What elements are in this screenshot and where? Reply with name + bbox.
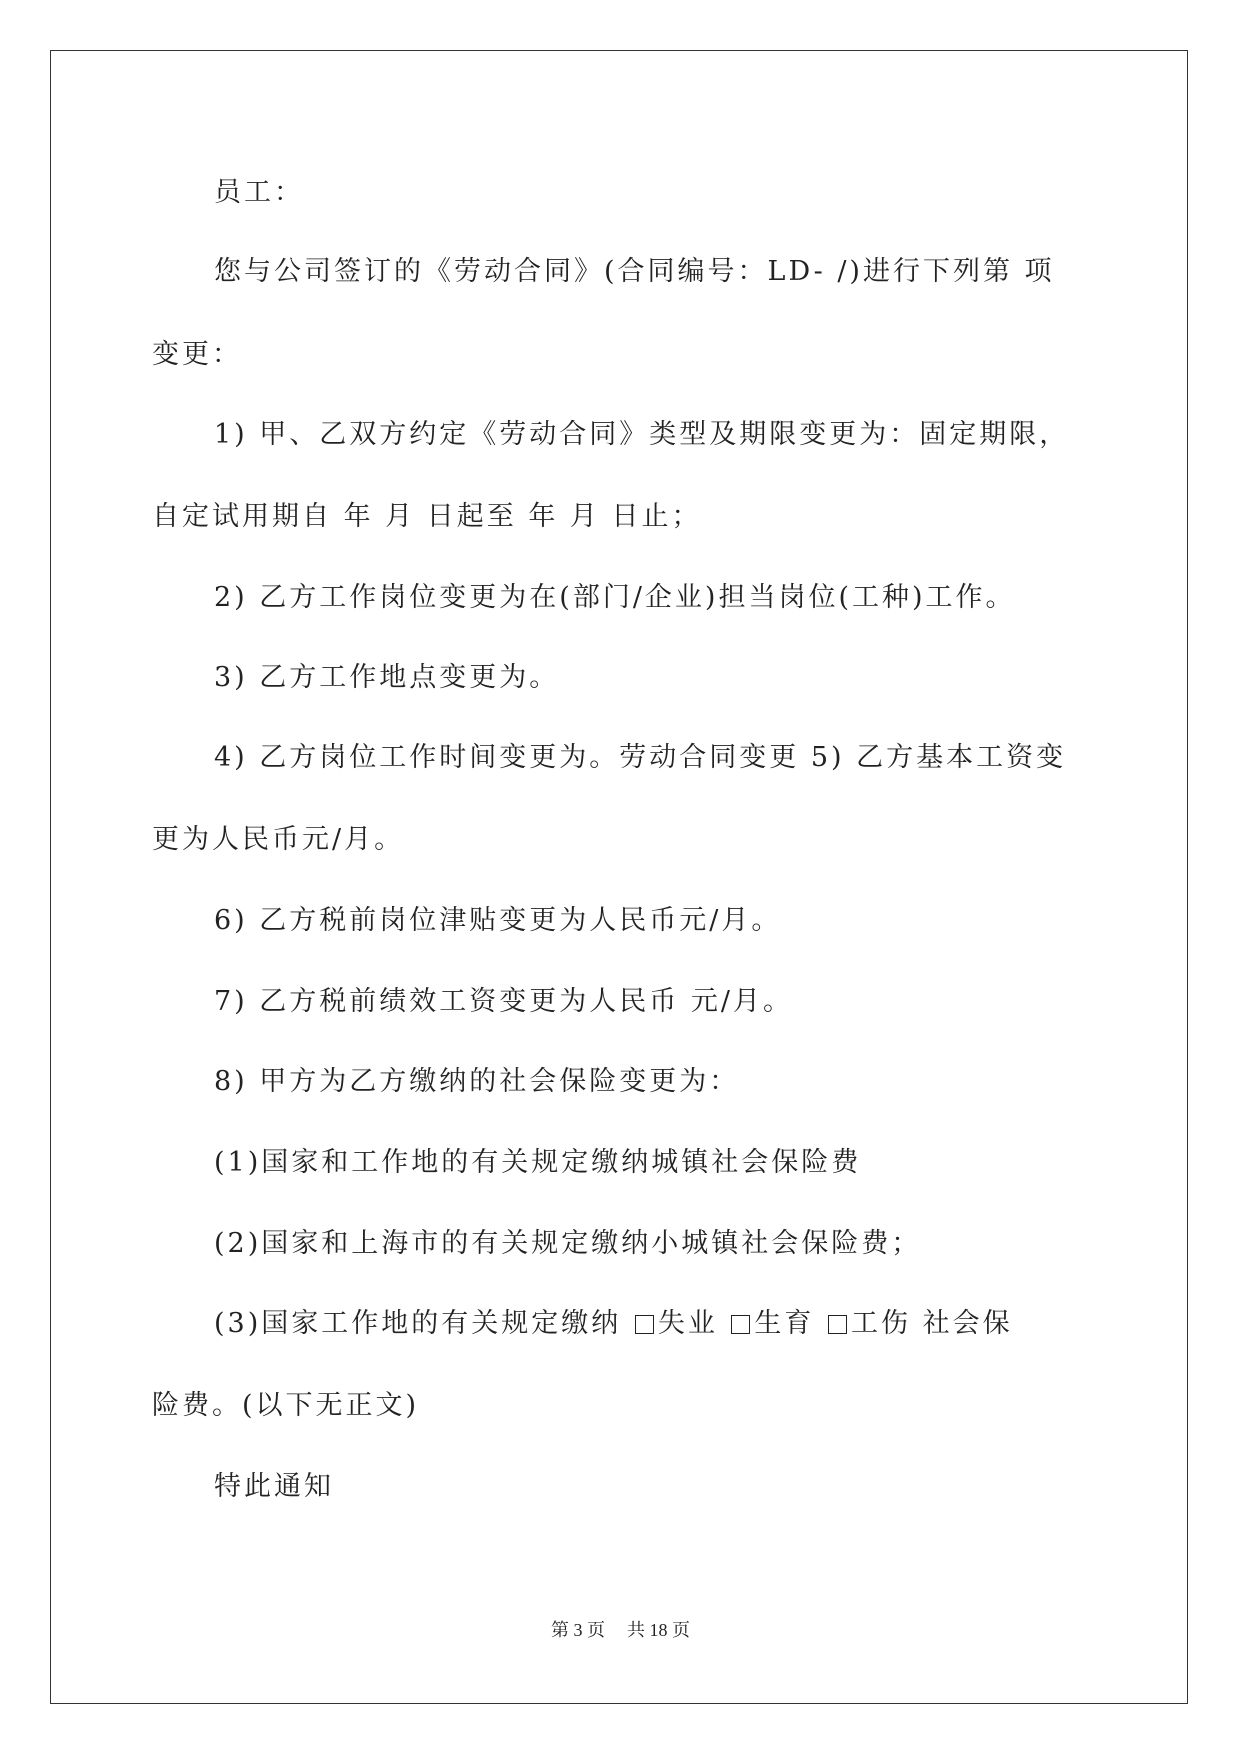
sub-item-1: (1)国家和工作地的有关规定缴纳城镇社会保险费 xyxy=(214,1147,862,1178)
sub-item-3-line-2: 险费。(以下无正文) xyxy=(152,1390,420,1421)
item-8: 8) 甲方为乙方缴纳的社会保险变更为： xyxy=(214,1066,740,1097)
checkbox-unemployment[interactable] xyxy=(635,1315,654,1334)
sub-item-2: (2)国家和上海市的有关规定缴纳小城镇社会保险费； xyxy=(214,1228,922,1259)
item-2: 2) 乙方工作岗位变更为在(部门/企业)担当岗位(工种)工作。 xyxy=(214,582,1016,613)
item-3: 3) 乙方工作地点变更为。 xyxy=(214,662,560,693)
item-6: 6) 乙方税前岗位津贴变更为人民币元/月。 xyxy=(214,905,782,936)
checkbox-maternity[interactable] xyxy=(731,1315,750,1334)
option-maternity-label: 生育 xyxy=(754,1308,815,1339)
option-work-injury-label: 工伤 xyxy=(851,1308,912,1339)
page-footer xyxy=(0,1618,1241,1642)
item-4-line-2: 更为人民币元/月。 xyxy=(152,824,405,855)
greeting: 员工： xyxy=(214,177,304,208)
sub-item-3-line-1 xyxy=(214,1304,1013,1344)
closing-text: 特此通知 xyxy=(214,1471,334,1502)
page-border xyxy=(50,50,1188,1704)
intro-paragraph-line-2: 变更： xyxy=(152,339,242,370)
item-1-line-2: 自定试用期自 年 月 日起至 年 月 日止； xyxy=(152,501,702,532)
item-7: 7) 乙方税前绩效工资变更为人民币 元/月。 xyxy=(214,986,793,1017)
sub-item-3-prefix: (3)国家工作地的有关规定缴纳 xyxy=(214,1308,633,1339)
item-1-line-1: 1) 甲、乙双方约定《劳动合同》类型及期限变更为：固定期限， xyxy=(214,419,1070,450)
checkbox-work-injury[interactable] xyxy=(828,1315,847,1334)
option-unemployment-label: 失业 xyxy=(657,1308,718,1339)
total-pages: 共 18 页 xyxy=(627,1620,690,1640)
page-number: 第 3 页 xyxy=(551,1620,605,1640)
intro-paragraph-line-1: 您与公司签订的《劳动合同》(合同编号：LD- /)进行下列第 项 xyxy=(214,256,1055,287)
item-4-line-1: 4) 乙方岗位工作时间变更为。劳动合同变更 5) 乙方基本工资变 xyxy=(214,742,1067,773)
sub-item-3-suffix: 社会保 xyxy=(911,1308,1013,1339)
